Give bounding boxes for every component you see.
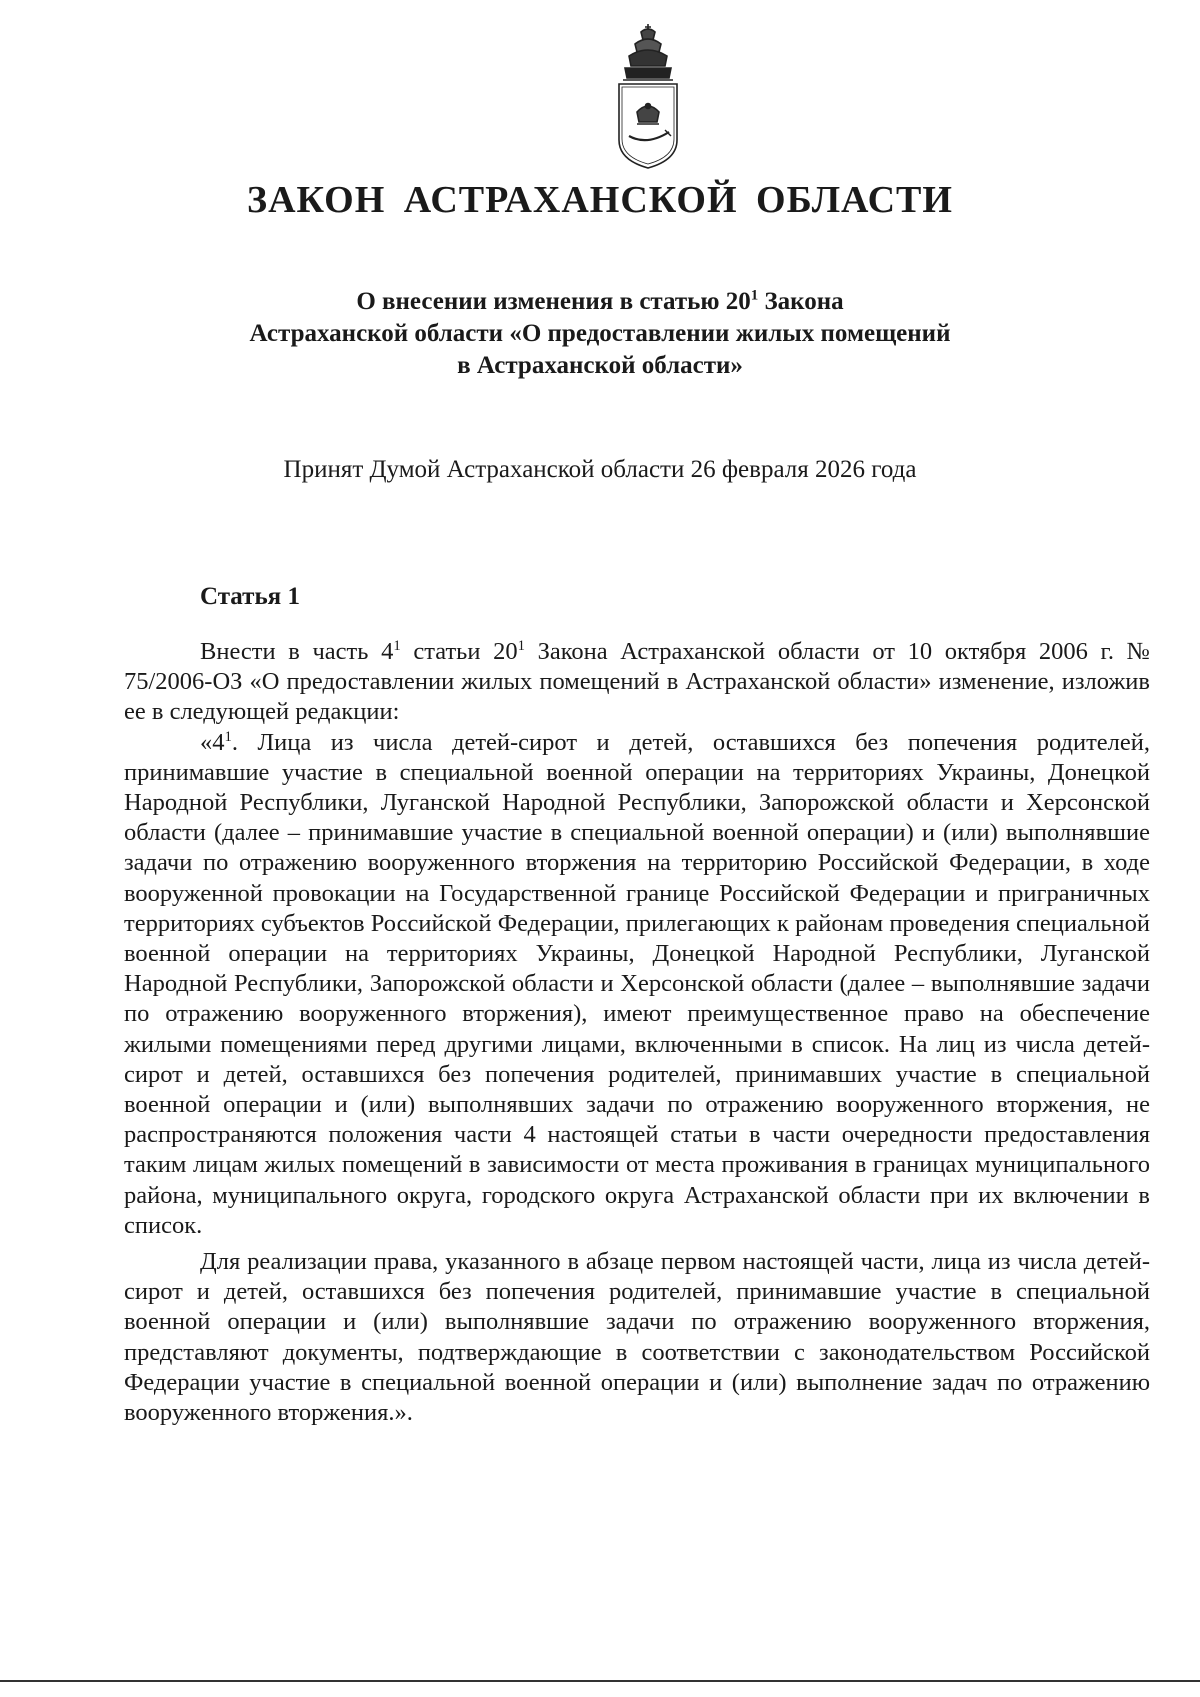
- para1-prefix: «4: [200, 728, 225, 756]
- astrakhan-coat-of-arms-icon: [607, 22, 689, 172]
- page-bottom-divider: [0, 1680, 1200, 1682]
- subtitle-line-1-end: Закона: [758, 288, 844, 315]
- document-title: ЗАКОН АСТРАХАНСКОЙ ОБЛАСТИ: [247, 179, 953, 221]
- para1-text: . Лица из числа детей-сирот и детей, оставшихся без попечения родителей, принимавшие участие в специальной военной операции на территориях Украины, Донецкой Народной Республики, Луганской Народной Республики, Запорожской области и Херсонской области (далее – принимавшие участие в специальной военной операции) и (или) выполнявшие задачи по отражению вооруженного вторжения на территорию Российской Федерации, в ходе вооруженной провокации на Государственной границе Российской Федерации и приграничных территориях субъектов Российской Федерации, прилегающих к районам проведения специальной военной операции на территориях Украины, Донецкой Народной Республики, Луганской Народной Республики, Запорожской области и Херсонской области (далее – выполнявшие задачи по отражению вооруженного вторжения), имеют преимущественное право на обеспечение жилыми помещениями перед другими лицами, включенными в список. На лиц из числа детей-сирот и детей, оставшихся без попечения родителей, принимавших участие в специальной военной операции и (или) выполнявших задачи по отражению вооруженного вторжения, не распространяются положения части 4 настоящей статьи в части очередности предоставления таким лицам жилых помещений в зависимости от места проживания в границах муниципального района, муниципального округа, городского округа Астраханской области при их включении в список.: [124, 728, 1150, 1239]
- subtitle-superscript: 1: [750, 287, 759, 304]
- amended-part-paragraph-1: [124, 728, 1150, 1241]
- law-subtitle: [200, 286, 1000, 382]
- subtitle-line-2: Астраханской области «О предоставлении жилых помещений: [249, 320, 951, 347]
- intro-superscript-2: 1: [517, 637, 525, 654]
- article-body: [124, 637, 1150, 1428]
- intro-text-b: статьи 20: [400, 638, 518, 665]
- subtitle-line-1: [200, 286, 1000, 318]
- subtitle-line-3: в Астраханской области»: [457, 352, 743, 379]
- intro-superscript-1: 1: [393, 637, 401, 654]
- article-intro-paragraph: [124, 637, 1150, 728]
- intro-text-c: Закона Астраханской области от 10 октября 2006 г. № 75/2006-ОЗ «О предоставлении жилых помещений в Астраханской области» изменение, изложив ее в следующей редакции:: [124, 638, 1150, 726]
- article-heading: Статья 1: [200, 583, 300, 610]
- amended-part-paragraph-2: Для реализации права, указанного в абзаце первом настоящей части, лица из числа детей-сирот и детей, оставшихся без попечения родителей, принимавшие участие в специальной военной операции и (или) выполнявшие задачи по отражению вооруженного вторжения, представляют документы, подтверждающие в соответствии с законодательством Российской Федерации участие в специальной военной операции и (или) выполнение задач по отражению вооруженного вторжения.».: [124, 1248, 1150, 1427]
- para1-superscript: 1: [224, 728, 232, 745]
- intro-text-a: Внести в часть 4: [200, 638, 394, 665]
- adoption-statement: Принят Думой Астраханской области 26 февраля 2026 года: [283, 456, 917, 483]
- subtitle-line-1-text: О внесении изменения в статью 20: [356, 288, 751, 315]
